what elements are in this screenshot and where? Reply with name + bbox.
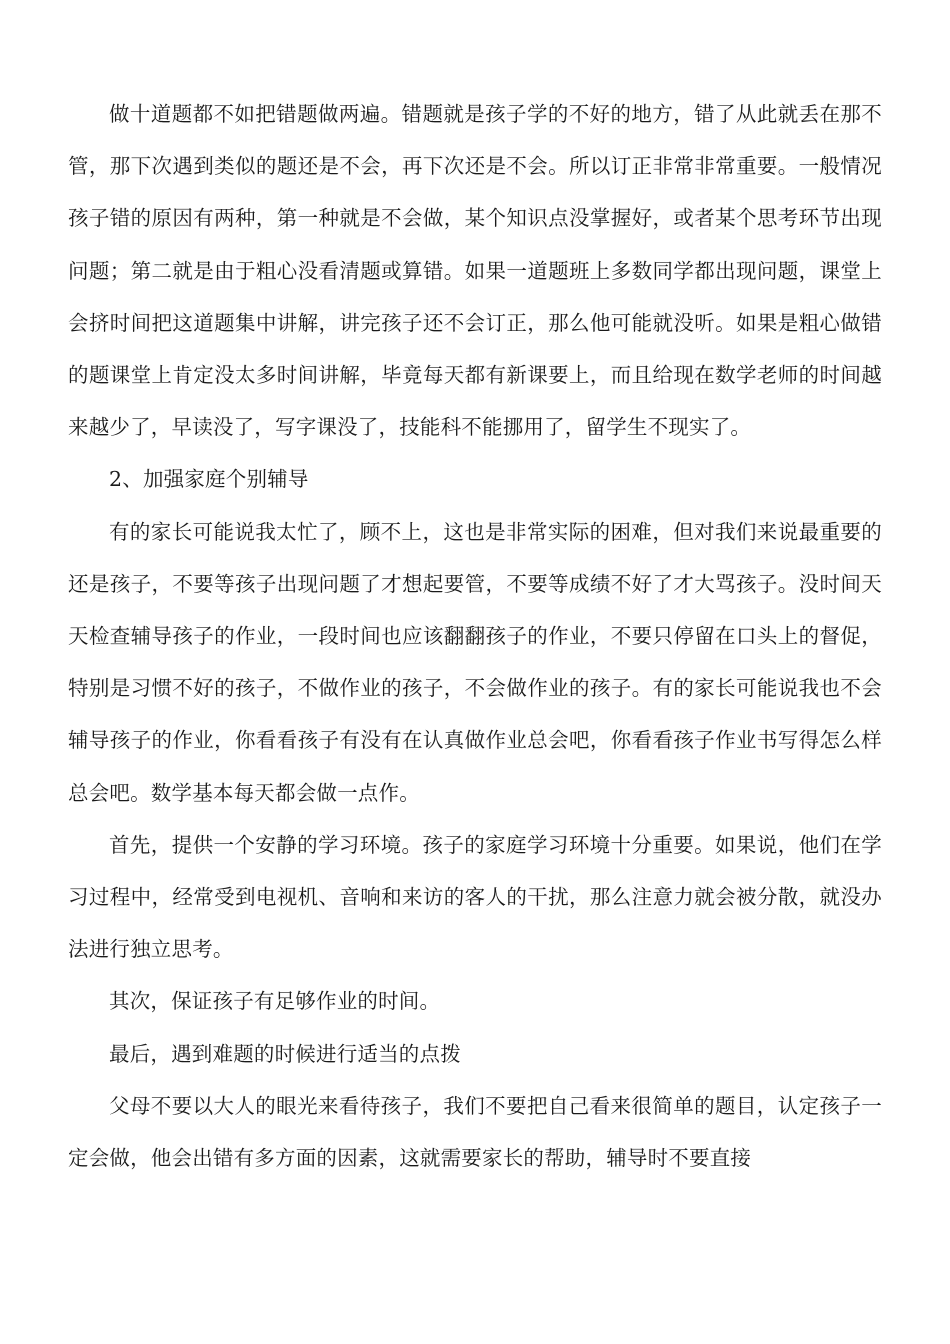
paragraph-adult-perspective: 父母不要以大人的眼光来看待孩子，我们不要把自己看来很简单的题目，认定孩子一定会做，他会出错有多方面的因素，这就需要家长的帮助，辅导时不要直接 [68,1093,882,1171]
paragraph-busy-parents: 有的家长可能说我太忙了，顾不上，这也是非常实际的困难，但对我们来说最重要的还是孩子，不要等孩子出现问题了才想起要管，不要等成绩不好了才大骂孩子。没时间天天检查辅导孩子的作业，一段时间也应该翻翻孩子的作业，不要只停留在口头上的督促，特别是习惯不好的孩子，不做作业的孩子，不会做作业的孩子。有的家长可能说我也不会辅导孩子的作业，你看看孩子有没有在认真做作业总会吧，你看看孩子作业书写得怎么样总会吧。数学基本每天都会做一点作。 [68,519,882,805]
paragraph-quiet-environment: 首先，提供一个安静的学习环境。孩子的家庭学习环境十分重要。如果说，他们在学习过程中，经常受到电视机、音响和来访的客人的干扰，那么注意力就会被分散，就没办法进行独立思考。 [68,832,882,962]
paragraph-hints-on-hard-problems: 最后，遇到难题的时候进行适当的点拨 [109,1041,461,1066]
section-heading-home-tutoring: 2、加强家庭个别辅导 [109,467,309,492]
paragraph-error-correction: 做十道题都不如把错题做两遍。错题就是孩子学的不好的地方，错了从此就丢在那不管，那下次遇到类似的题还是不会，再下次还是不会。所以订正非常非常重要。一般情况孩子错的原因有两种，第一种就是不会做，某个知识点没掌握好，或者某个思考环节出现问题；第二就是由于粗心没看清题或算错。如果一道题班上多数同学都出现问题，课堂上会挤时间把这道题集中讲解，讲完孩子还不会订正，那么他可能就没听。如果是粗心做错的题课堂上肯定没太多时间讲解，毕竟每天都有新课要上，而且给现在数学老师的时间越来越少了，早读没了，写字课没了，技能科不能挪用了，留学生不现实了。 [68,102,882,440]
paragraph-enough-time: 其次，保证孩子有足够作业的时间。 [109,989,441,1014]
document-page [68,88,882,1184]
